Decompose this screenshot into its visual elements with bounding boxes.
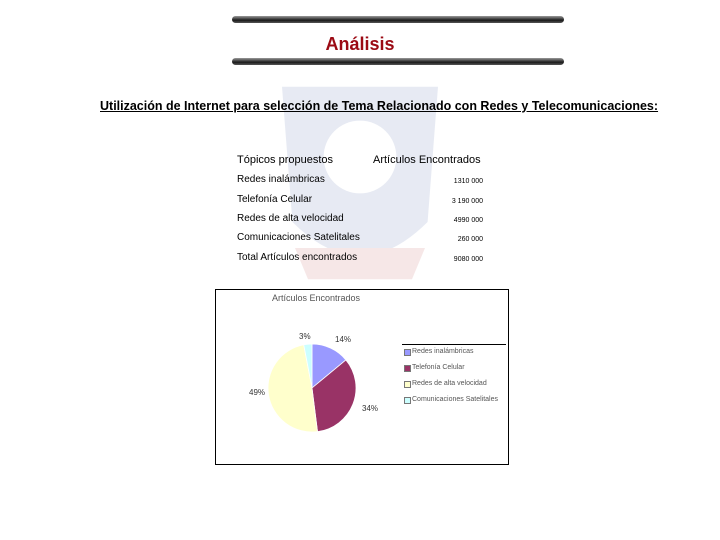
chart-title: Artículos Encontrados [271,293,361,303]
row-value: 1310 000 [453,178,483,185]
row-value: 9080 000 [453,256,483,263]
table-row [237,174,483,188]
pie-chart [215,289,509,465]
legend-swatch [404,349,411,356]
row-label: Redes inalámbricas [237,174,325,185]
table-row [237,252,483,266]
legend-swatch [404,381,411,388]
legend-label: Telefonía Celular [412,364,465,371]
page-title: Análisis [325,34,395,54]
legend-item [402,347,506,363]
legend-item [402,379,506,395]
column-header-articles: Artículos Encontrados [373,154,481,166]
row-value: 260 000 [457,236,483,243]
legend-swatch [404,397,411,404]
slice-label-3: 3% [299,332,311,341]
row-label: Telefonía Celular [237,194,313,205]
row-label: Comunicaciones Satelitales [237,232,360,243]
column-header-topics: Tópicos propuestos [237,154,333,166]
table-row [237,194,483,208]
slice-label-2: 49% [249,388,266,397]
section-heading: Utilización de Internet para selección de Tema Relacionado con Redes y Telecomunicaciones: [100,99,659,113]
row-label: Total Artículos encontrados [237,252,358,263]
legend-label: Redes inalámbricas [412,348,474,355]
legend-item [402,395,506,417]
pie-plot [216,290,416,464]
decorative-bar-top [232,16,564,23]
legend-label: Redes de alta velocidad [412,380,487,387]
decorative-bar-bottom [232,58,564,65]
table-row [237,232,483,246]
slice-label-1: 34% [362,404,379,413]
legend-item [402,363,506,379]
slice-label-0: 14% [335,335,352,344]
legend-swatch [404,365,411,372]
legend-label: Comunicaciones Satelitales [412,396,498,403]
chart-legend [402,344,506,417]
table-row [237,213,483,227]
row-value: 4990 000 [453,217,483,224]
row-label: Redes de alta velocidad [237,213,344,224]
row-value: 3 190 000 [451,198,483,205]
